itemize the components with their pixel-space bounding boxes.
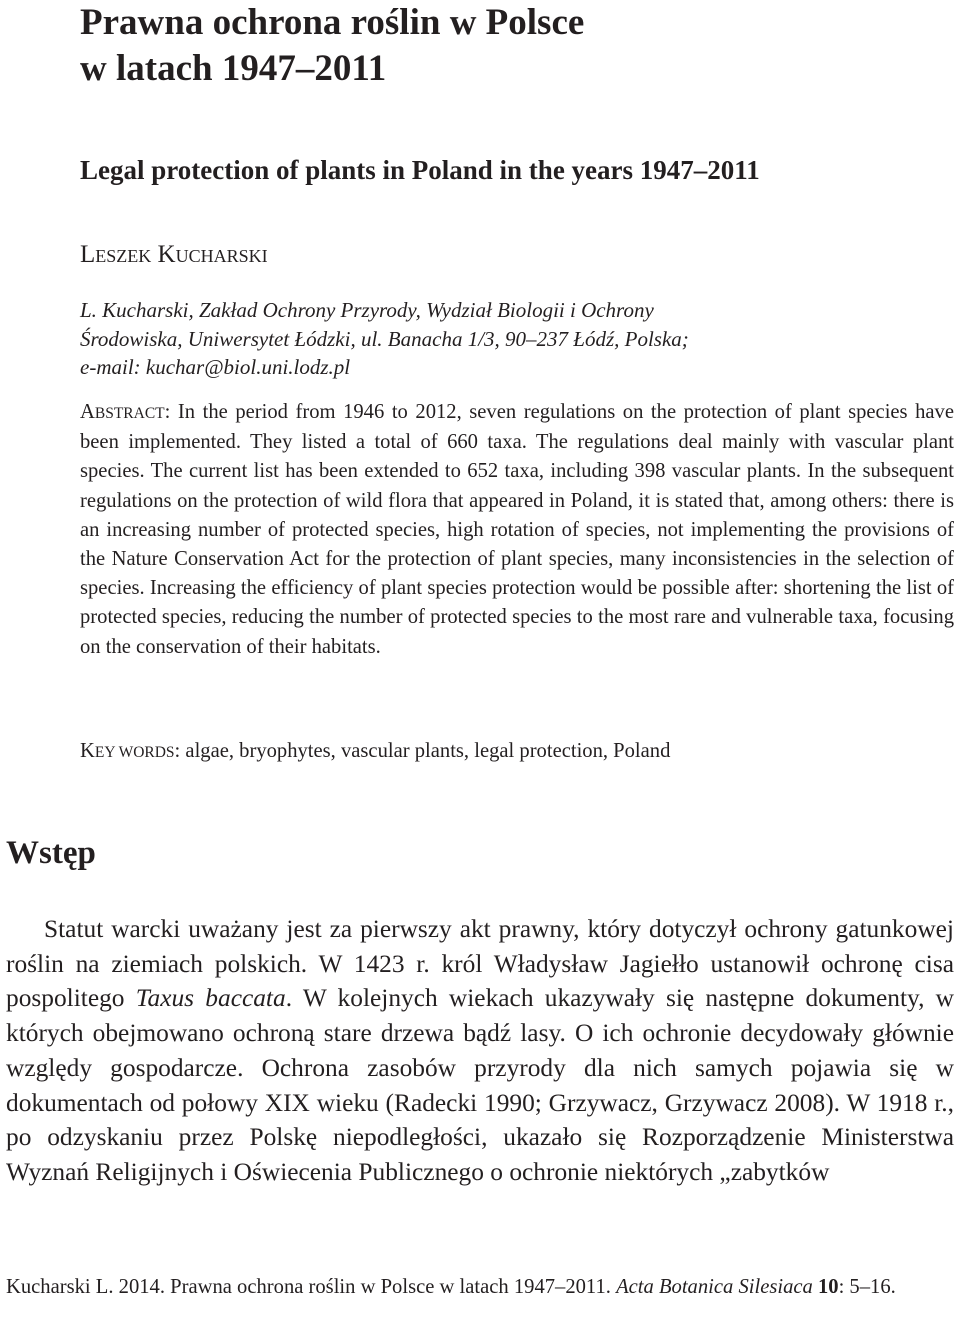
- affiliation-line-1: L. Kucharski, Zakład Ochrony Przyrody, Wydział Biologii i Ochrony: [80, 298, 654, 322]
- article-title-english: Legal protection of plants in Poland in the years 1947–2011: [80, 155, 760, 185]
- citation-pages: : 5–16.: [838, 1276, 896, 1298]
- author-affiliation: [80, 296, 930, 382]
- abstract: [80, 398, 954, 662]
- section-paragraph: [6, 912, 954, 1190]
- citation-footer: [6, 1273, 956, 1302]
- abstract-label-colon: :: [164, 401, 171, 423]
- article-title-line-1: Prawna ochrona roślin w Polsce: [80, 2, 585, 43]
- citation-volume: 10: [817, 1276, 839, 1298]
- abstract-label-rest: BSTRACT: [94, 405, 165, 422]
- citation-journal: Acta Botanica Silesiaca: [616, 1276, 813, 1298]
- citation-text: Kucharski L. 2014. Prawna ochrona roślin w Polsce w latach 1947–2011.: [6, 1276, 617, 1298]
- keywords-text: algae, bryophytes, vascular plants, legal protection, Poland: [180, 740, 671, 762]
- author-last-rest: UCHARSKI: [175, 246, 268, 266]
- keywords-label-k: K: [80, 740, 95, 762]
- keywords: [80, 735, 954, 769]
- article-title-line-2: w latach 1947–2011: [80, 48, 387, 89]
- affiliation-line-2: Środowiska, Uniwersytet Łódzki, ul. Banacha 1/3, 90–237 Łódź, Polska;: [80, 326, 689, 351]
- abstract-label-initial: A: [80, 401, 95, 423]
- keywords-label-ey: EY: [94, 744, 115, 761]
- keywords-label-words: WORDS: [114, 744, 175, 761]
- paragraph-text-2: . W kolejnych wiekach ukazywały się następne dokumenty, w których obejmowano ochroną stare drzewa bądź lasy. O ich ochronie decydowały głównie względy gospodarcze. Ochrona zasobów przyrody dla nich samych pojawia się w dokumentach od połowy XIX wieku (Radecki 1990; Grzywacz, Grzywacz 2008). W 1918 r., po odzyskaniu przez Polskę niepodległości, ukazało się Rozporządzenie Ministerstwa Wyznań Religijnych i Oświecenia Publicznego o ochronie niektórych „zabytków: [6, 984, 954, 1186]
- keywords-label-colon: :: [174, 740, 181, 762]
- author-name: [80, 238, 268, 273]
- section-heading: Wstęp: [6, 835, 96, 871]
- affiliation-line-3: e-mail: kuchar@biol.uni.lodz.pl: [80, 355, 351, 379]
- species-name: Taxus baccata: [135, 984, 286, 1013]
- paragraph-text-1: Statut warcki uważany jest za pierwszy akt prawny, który dotyczył ochrony gatunkowej roślin na ziemiach polskich. W 1423 r. król Władysław Jagiełło ustanowił ochronę cisa pospolitego: [6, 915, 954, 1013]
- author-first-rest: ESZEK: [95, 246, 152, 266]
- author-last-initial: K: [157, 241, 176, 268]
- article-title: [80, 0, 900, 92]
- abstract-text: In the period from 1946 to 2012, seven regulations on the protection of plant species have been implemented. They listed a total of 660 taxa. The regulations deal mainly with vascular plant species. The current list has been extended to 652 taxa, including 398 vascular plants. In the subsequent regulations on the protection of wild flora that appeared in Poland, it is stated that, among others: there is an increasing number of protected species, high rotation of species, not implementing the provisions of the Nature Conservation Act for the protection of plant species, many inconsistencies in the selection of species. Increasing the efficiency of plant species protection would be possible after: shortening the list of protected species, reducing the number of protected species to the most rare and vulnerable taxa, focusing on the conservation of their habitats.: [80, 401, 954, 658]
- author-first-initial: L: [80, 241, 96, 268]
